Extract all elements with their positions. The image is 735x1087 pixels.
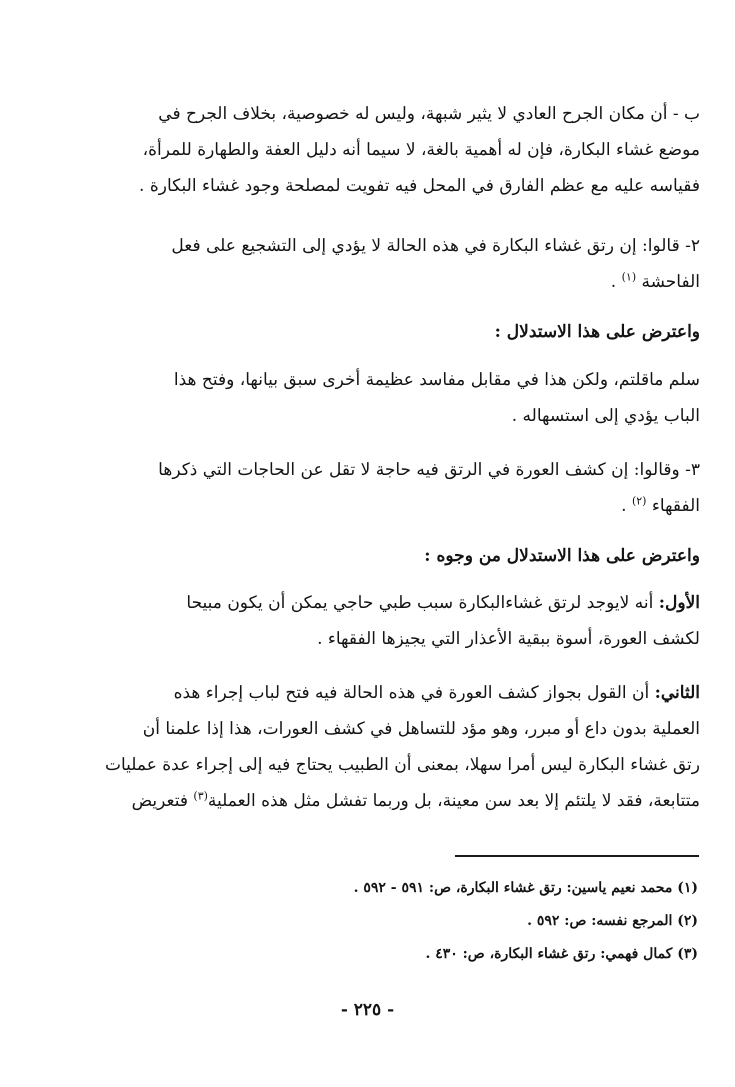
objection-heading-2	[100, 538, 700, 574]
text-fragment: أنه لايوجد لرتق غشاءالبكارة سبب طبي حاجي يمكن أن يكون مبيحا	[186, 593, 659, 613]
text-line	[100, 264, 700, 300]
text-line	[100, 783, 700, 819]
text-line: موضع غشاء البكارة، فإن له أهمية بالغة، لا سيما أنه دليل العفة والطهارة للمرأة،	[142, 140, 700, 160]
text-fragment: الفاحشة	[641, 272, 700, 292]
text-fragment: فتعريض	[131, 791, 194, 811]
text-fragment: متتابعة، فقد لا يلتئم إلا بعد سن معينة، بل وربما تفشل مثل هذه العملية	[207, 791, 700, 811]
text-fragment: أن القول بجواز كشف العورة في هذه الحالة فيه فتح لباب إجراء هذه	[173, 683, 655, 703]
paragraph-first-aspect	[100, 585, 700, 657]
text-fragment: .	[621, 496, 632, 516]
objection-heading-1	[100, 314, 700, 350]
footnote-1: (١) محمد نعيم ياسين: رتق غشاء البكارة، ص: ٥٩١ - ٥٩٢ .	[353, 880, 698, 896]
heading-text: واعترض على هذا الاستدلال من وجوه :	[424, 546, 700, 566]
paragraph-point-b	[100, 96, 700, 204]
footnote-ref-3: (٣)	[193, 789, 208, 803]
text-line: سلم ماقلتم، ولكن هذا في مقابل مفاسد عظيمة أخرى سبق بيانها، وفتح هذا	[173, 370, 700, 390]
text-line	[100, 585, 700, 621]
text-line	[100, 488, 700, 524]
text-line: رتق غشاء البكارة ليس أمرا سهلا، بمعنى أن الطبيب يحتاج فيه إلى إجراء عدة عمليات	[104, 755, 700, 775]
lead-word: الأول:	[658, 593, 700, 613]
footnotes	[300, 872, 698, 971]
paragraph-second-aspect	[100, 675, 700, 819]
paragraph-argument-2	[100, 228, 700, 300]
text-fragment: الفقهاء	[651, 496, 700, 516]
text-line: ٢- قالوا: إن رتق غشاء البكارة في هذه الحالة لا يؤدي إلى التشجيع على فعل	[171, 236, 700, 256]
text-line: العملية بدون داع أو مبرر، وهو مؤد للتساهل في كشف العورات، هذا إذا علمنا أن	[142, 719, 700, 739]
text-line: ٣- وقالوا: إن كشف العورة في الرتق فيه حاجة لا تقل عن الحاجات التي ذكرها	[158, 460, 700, 480]
text-fragment: .	[610, 272, 622, 292]
lead-word: الثاني:	[654, 683, 700, 703]
paragraph-objection-reply	[100, 362, 700, 434]
text-line: لكشف العورة، أسوة ببقية الأعذار التي يجيزها الفقهاء .	[317, 629, 700, 649]
text-line: فقياسه عليه مع عظم الفارق في المحل فيه تفويت لمصلحة وجود غشاء البكارة .	[139, 176, 700, 196]
heading-text: واعترض على هذا الاستدلال :	[494, 322, 700, 342]
footnote-3: (٣) كمال فهمي: رتق غشاء البكارة، ص: ٤٣٠ .	[425, 946, 698, 962]
paragraph-argument-3	[100, 452, 700, 524]
footnote-ref-1: (١)	[621, 270, 637, 284]
footnote-2: (٢) المرجع نفسه: ص: ٥٩٢ .	[527, 913, 698, 929]
page-number: - ٢٢٥ -	[340, 1000, 395, 1020]
footnote-ref-2: (٢)	[631, 494, 647, 508]
text-line	[100, 675, 700, 711]
footnote-divider	[455, 855, 699, 857]
text-line: ب - أن مكان الجرح العادي لا يثير شبهة، وليس له خصوصية، بخلاف الجرح في	[158, 104, 700, 124]
text-line: الباب يؤدي إلى استسهاله .	[511, 406, 700, 426]
